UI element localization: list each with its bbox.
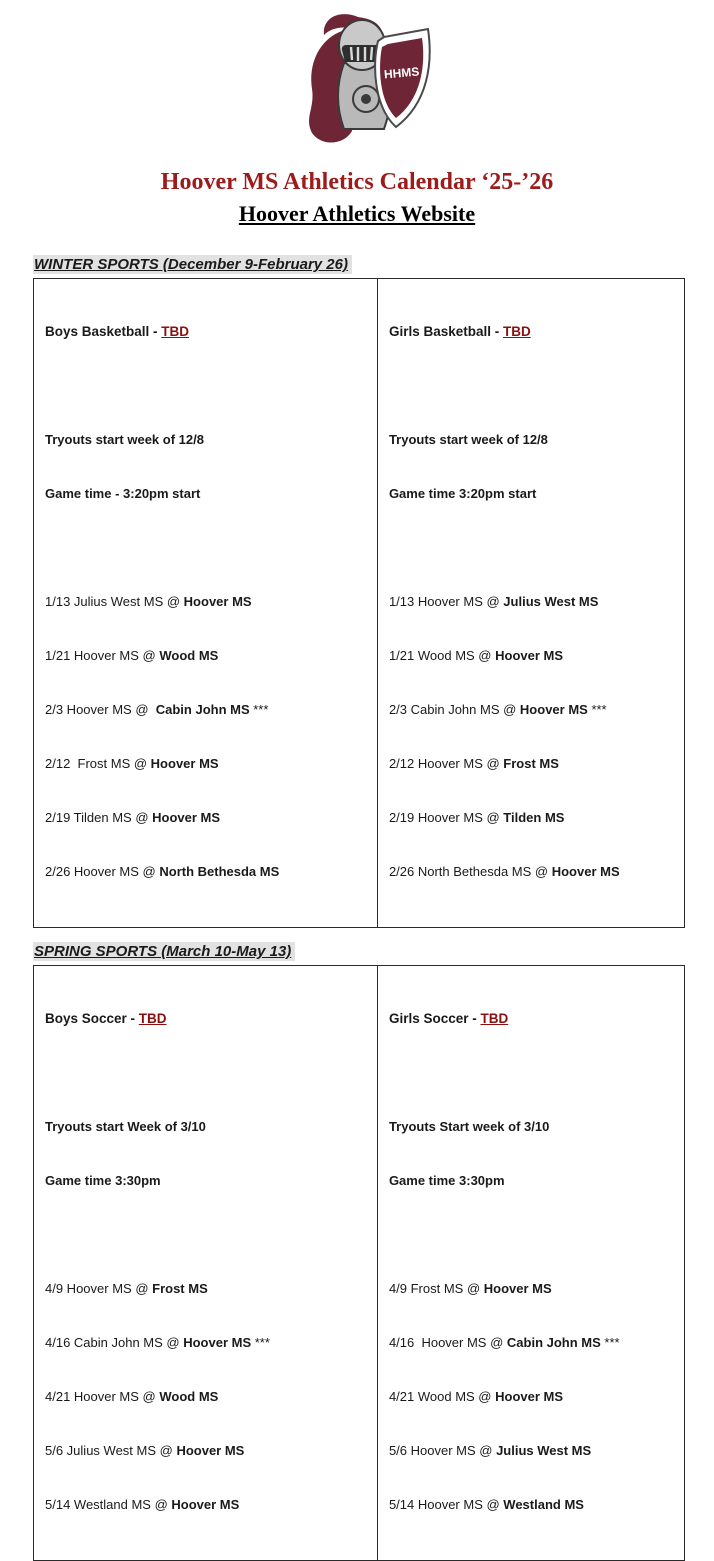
- game-matchup-text: 2/19 Tilden MS @: [45, 810, 153, 825]
- game-time-line: Game time 3:30pm: [45, 1173, 161, 1188]
- game-bold-team: Julius West MS: [496, 1443, 592, 1458]
- game-matchup-text: 4/21 Wood MS @: [388, 1389, 496, 1404]
- game-bold-team: Hoover MS: [483, 1281, 552, 1296]
- team-name: Girls Soccer -: [388, 1011, 481, 1026]
- spacer: [45, 1226, 366, 1244]
- winter-schedule-table: [33, 278, 685, 928]
- game-row: [45, 755, 366, 773]
- game-matchup-text: 5/14 Westland MS @: [45, 1497, 172, 1512]
- team-title: [389, 1010, 673, 1028]
- game-bold-team: Hoover MS: [183, 594, 252, 609]
- team-title: [45, 323, 366, 341]
- spring-sports-section: [33, 928, 685, 1561]
- game-asterisks: ***: [249, 702, 269, 717]
- game-asterisks: ***: [587, 702, 607, 717]
- game-row: [389, 1496, 673, 1514]
- game-bold-team: Frost MS: [503, 756, 559, 771]
- spacer: [389, 377, 673, 395]
- spacer: [389, 539, 673, 557]
- spacer: [389, 1064, 673, 1082]
- game-bold-team: Hoover MS: [176, 1443, 245, 1458]
- logo-container: [0, 0, 714, 155]
- team-name: Boys Soccer -: [45, 1011, 139, 1026]
- tryouts-line: Tryouts Start week of 3/10: [388, 1119, 550, 1134]
- game-matchup-text: 2/3 Cabin John MS @: [388, 702, 520, 717]
- spring-schedule-table: [33, 965, 685, 1561]
- team-name: Boys Basketball -: [45, 324, 162, 339]
- game-row: [45, 1334, 366, 1352]
- game-row: [45, 1496, 366, 1514]
- game-row: [45, 593, 366, 611]
- game-bold-team: Julius West MS: [503, 594, 599, 609]
- boys-basketball-cell: [34, 279, 378, 928]
- game-bold-team: Wood MS: [159, 1389, 219, 1404]
- girls-soccer-cell: [377, 966, 684, 1561]
- game-matchup-text: 2/26 North Bethesda MS @: [388, 864, 552, 879]
- game-bold-team: Westland MS: [503, 1497, 584, 1512]
- game-matchup-text: 1/21 Wood MS @: [388, 648, 496, 663]
- team-title: [389, 323, 673, 341]
- knight-mascot-logo-icon: [272, 5, 442, 155]
- winter-sports-section: [33, 241, 685, 928]
- game-asterisks: ***: [600, 1335, 620, 1350]
- tryouts-line: Tryouts start week of 12/8: [388, 432, 548, 447]
- tbd-link[interactable]: TBD: [138, 1011, 167, 1026]
- game-row: [389, 1280, 673, 1298]
- game-row: [45, 809, 366, 827]
- game-bold-team: Hoover MS: [183, 1335, 252, 1350]
- spacer: [45, 539, 366, 557]
- game-row: [389, 593, 673, 611]
- game-matchup-text: 2/19 Hoover MS @: [388, 810, 504, 825]
- game-row: [389, 701, 673, 719]
- game-row: [389, 809, 673, 827]
- game-time-line: Game time 3:20pm start: [388, 486, 537, 501]
- game-matchup-text: 4/9 Hoover MS @: [45, 1281, 153, 1296]
- game-matchup-text: 4/16 Hoover MS @: [388, 1335, 507, 1350]
- game-bold-team: Hoover MS: [150, 756, 219, 771]
- game-matchup-text: 2/12 Frost MS @: [45, 756, 151, 771]
- team-title: [45, 1010, 366, 1028]
- game-matchup-text: 4/9 Frost MS @: [388, 1281, 484, 1296]
- game-matchup-text: 2/12 Hoover MS @: [388, 756, 504, 771]
- game-row: [45, 863, 366, 881]
- game-matchup-text: 1/13 Hoover MS @: [388, 594, 504, 609]
- game-row: [45, 647, 366, 665]
- game-matchup-text: 1/21 Hoover MS @: [45, 648, 160, 663]
- game-bold-team: Hoover MS: [519, 702, 588, 717]
- game-row: [45, 1442, 366, 1460]
- game-bold-team: Cabin John MS: [506, 1335, 601, 1350]
- winter-section-heading: WINTER SPORTS (December 9-February 26): [33, 255, 352, 274]
- athletics-website-link[interactable]: Hoover Athletics Website: [238, 201, 476, 226]
- game-row: [389, 647, 673, 665]
- game-row: [389, 755, 673, 773]
- game-time-line: Game time 3:30pm: [388, 1173, 505, 1188]
- game-bold-team: North Bethesda MS: [159, 864, 280, 879]
- tbd-link[interactable]: TBD: [502, 324, 531, 339]
- game-bold-team: Cabin John MS: [155, 702, 250, 717]
- game-matchup-text: 4/16 Cabin John MS @: [45, 1335, 184, 1350]
- page-title: Hoover MS Athletics Calendar ‘25-’26: [160, 169, 554, 195]
- game-row: [389, 1388, 673, 1406]
- spacer: [45, 377, 366, 395]
- game-matchup-text: 5/6 Hoover MS @: [388, 1443, 497, 1458]
- game-row: [45, 1388, 366, 1406]
- game-bold-team: Hoover MS: [495, 1389, 564, 1404]
- game-matchup-text: 1/13 Julius West MS @: [45, 594, 184, 609]
- game-row: [45, 1280, 366, 1298]
- game-matchup-text: 5/6 Julius West MS @: [45, 1443, 177, 1458]
- spring-section-heading: SPRING SPORTS (March 10-May 13): [33, 942, 295, 961]
- game-row: [389, 863, 673, 881]
- game-matchup-text: 2/3 Hoover MS @: [45, 702, 156, 717]
- game-bold-team: Hoover MS: [495, 648, 564, 663]
- team-name: Girls Basketball -: [388, 324, 503, 339]
- game-matchup-text: 2/26 Hoover MS @: [45, 864, 160, 879]
- game-asterisks: ***: [251, 1335, 270, 1350]
- game-row: [45, 701, 366, 719]
- tbd-link[interactable]: TBD: [161, 324, 190, 339]
- game-matchup-text: 4/21 Hoover MS @: [45, 1389, 160, 1404]
- girls-basketball-cell: [377, 279, 684, 928]
- game-matchup-text: 5/14 Hoover MS @: [388, 1497, 504, 1512]
- game-row: [389, 1334, 673, 1352]
- tryouts-line: Tryouts start Week of 3/10: [45, 1119, 206, 1134]
- spacer: [45, 1064, 366, 1082]
- game-bold-team: Tilden MS: [503, 810, 565, 825]
- spacer: [389, 1226, 673, 1244]
- game-bold-team: Wood MS: [159, 648, 219, 663]
- game-bold-team: Hoover MS: [171, 1497, 240, 1512]
- shield-text: HHMS: [383, 64, 420, 82]
- tbd-link[interactable]: TBD: [480, 1011, 509, 1026]
- game-bold-team: Frost MS: [152, 1281, 208, 1296]
- boys-soccer-cell: [34, 966, 378, 1561]
- game-bold-team: Hoover MS: [551, 864, 620, 879]
- game-bold-team: Hoover MS: [152, 810, 221, 825]
- subtitle: [0, 201, 714, 227]
- tryouts-line: Tryouts start week of 12/8: [45, 432, 204, 447]
- game-time-line: Game time - 3:20pm start: [45, 486, 201, 501]
- game-row: [389, 1442, 673, 1460]
